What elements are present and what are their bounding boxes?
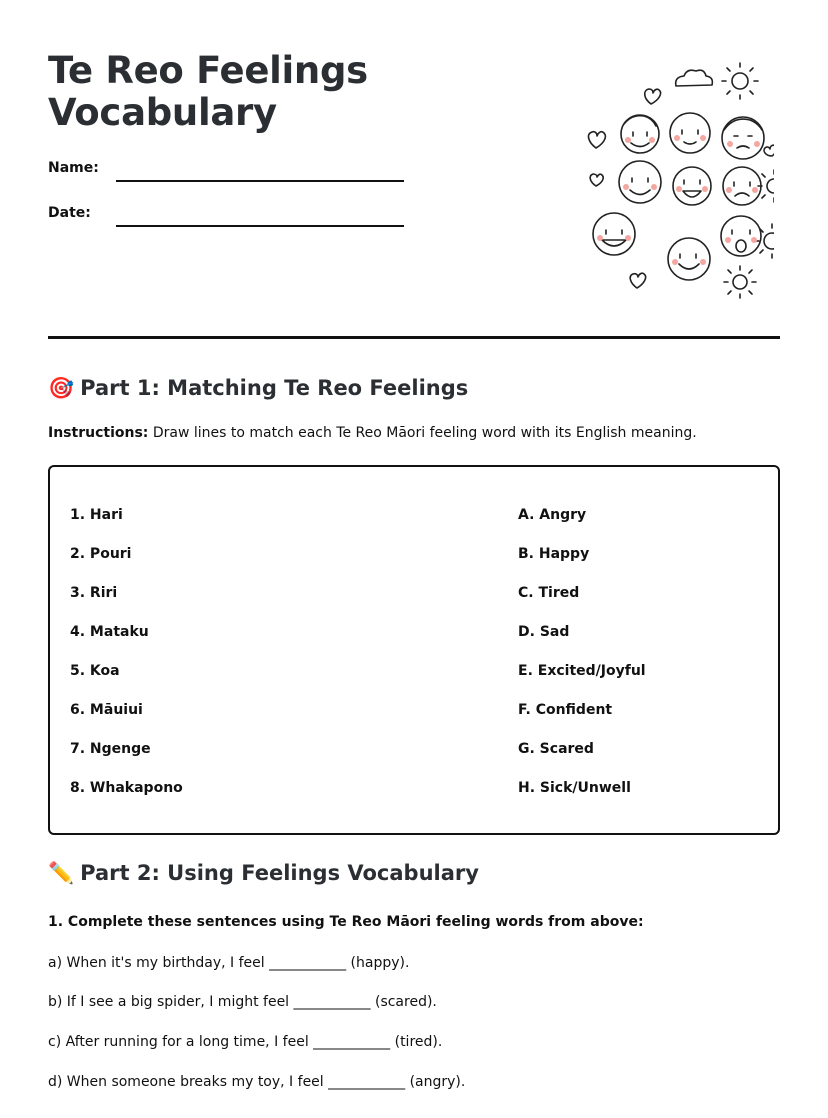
surprised-face-icon: [721, 216, 761, 256]
instructions-text: Draw lines to match each Te Reo Māori feeling word with its English meaning.: [148, 425, 697, 441]
maori-word-4[interactable]: 4. Mataku: [70, 624, 149, 640]
smiley-face-icon: [673, 167, 711, 205]
maori-word-7[interactable]: 7. Ngenge: [70, 741, 151, 757]
sun-icon: [755, 224, 774, 258]
smiley-face-icon: [670, 113, 710, 153]
maori-word-6[interactable]: 6. Māuiui: [70, 702, 143, 718]
matching-box: [48, 465, 780, 835]
title-line-2: Vocabulary: [48, 91, 277, 134]
heart-icon: [764, 145, 774, 156]
maori-word-5[interactable]: 5. Koa: [70, 663, 120, 679]
smiley-face-icon: [619, 161, 661, 203]
sentence-b[interactable]: b) If I see a big spider, I might feel ___________ (scared).: [48, 994, 437, 1010]
part2-heading-text: Part 2: Using Feelings Vocabulary: [80, 861, 479, 885]
sad-face-icon: [722, 117, 764, 159]
worksheet-page: [48, 0, 780, 1118]
instructions-label: Instructions:: [48, 425, 149, 441]
english-word-a[interactable]: A. Angry: [518, 507, 587, 523]
section-divider: [48, 336, 780, 339]
sun-icon: [724, 266, 756, 298]
maori-word-2[interactable]: 2. Pouri: [70, 546, 132, 562]
heart-icon: [645, 89, 661, 104]
smiley-face-icon: [621, 115, 659, 153]
heart-icon: [589, 132, 606, 148]
maori-word-3[interactable]: 3. Riri: [70, 585, 118, 601]
instructions: [48, 425, 697, 441]
name-label: Name:: [48, 160, 99, 176]
english-word-b[interactable]: B. Happy: [518, 546, 590, 562]
sun-icon: [722, 63, 758, 99]
heart-icon: [630, 273, 645, 288]
page-title: [48, 50, 468, 134]
maori-word-1[interactable]: 1. Hari: [70, 507, 123, 523]
name-line[interactable]: [116, 180, 404, 182]
feelings-faces-illustration: [534, 56, 774, 302]
pencil-icon: ✏️: [48, 861, 75, 885]
date-line[interactable]: [116, 225, 404, 227]
sentence-c[interactable]: c) After running for a long time, I feel ___________ (tired).: [48, 1034, 443, 1050]
date-label: Date:: [48, 205, 91, 221]
heart-icon: [590, 174, 603, 186]
english-word-f[interactable]: F. Confident: [518, 702, 613, 718]
question-1: 1. Complete these sentences using Te Reo Māori feeling words from above:: [48, 914, 644, 930]
english-word-e[interactable]: E. Excited/Joyful: [518, 663, 646, 679]
part1-heading: [48, 376, 468, 401]
title-line-1: Te Reo Feelings: [48, 49, 368, 92]
english-word-c[interactable]: C. Tired: [518, 585, 580, 601]
sad-face-icon: [723, 167, 761, 205]
english-word-d[interactable]: D. Sad: [518, 624, 570, 640]
smiley-face-icon: [593, 213, 635, 255]
english-word-g[interactable]: G. Scared: [518, 741, 594, 757]
part2-heading: [48, 861, 479, 886]
target-icon: 🎯: [48, 376, 75, 400]
sentence-d[interactable]: d) When someone breaks my toy, I feel ___________ (angry).: [48, 1074, 466, 1090]
maori-word-8[interactable]: 8. Whakapono: [70, 780, 183, 796]
cloud-icon: [676, 70, 713, 86]
smiley-face-icon: [668, 238, 710, 280]
english-word-h[interactable]: H. Sick/Unwell: [518, 780, 631, 796]
sentence-a[interactable]: a) When it's my birthday, I feel ___________ (happy).: [48, 955, 410, 971]
part1-heading-text: Part 1: Matching Te Reo Feelings: [80, 376, 469, 400]
